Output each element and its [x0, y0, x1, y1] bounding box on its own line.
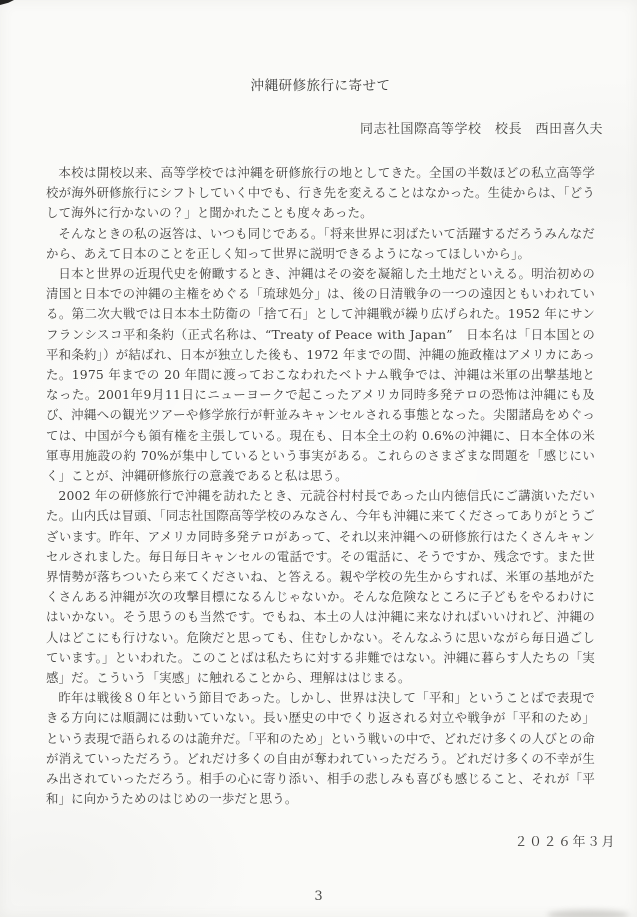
scan-artifact-top-left [0, 0, 14, 5]
author-byline: 同志社国際高等学校 校長 西田喜久夫 [359, 122, 603, 137]
paragraph: 本校は開校以来、高等学校では沖縄を研修旅行の地としてきた。全国の半数ほどの私立高等学校が海外研修旅行にシフトしていく中でも、行き先を変えることはなかった。生徒からは、「どうして海外に行かないの？」と聞かれたことも度々あった。 [46, 165, 595, 221]
scan-artifact-bottom-right [547, 910, 629, 917]
paragraph: 昨年は戦後８０年という節目であった。しかし、世界は決して「平和」ということばで表現できる方向には順調には動いていない。長い歴史の中でくり返される対立や戦争が「平和のため」という表現で語られるのは詭弁だ。「平和のため」という戦いの中で、どれだけ多くの人びとの命が消えていっただろう。どれだけ多くの自由が奪われていっただろう。どれだけ多くの不幸が生み出されていっただろう。相手の心に寄り添い、相手の悲しみも喜びも感じること、それが「平和」に向かうためのはじめの一歩だと思う。 [46, 690, 595, 807]
page-number: 3 [314, 889, 323, 904]
paragraph: そんなときの私の返答は、いつも同じである。「将来世界に羽ばたいて活躍するだろうみんなだから、あえて日本のことを正しく知って世界に説明できるようになってほしいから」。 [46, 225, 595, 261]
paragraph: 2002 年の研修旅行で沖縄を訪れたとき、元読谷村村長であった山内徳信氏にご講演いただいた。山内氏は冒頭、「同志社国際高等学校のみなさん、今年も沖縄に来てくださってありがとうございます。昨年、アメリカ同時多発テロがあって、それ以来沖縄への研修旅行はたくさんキャンセルされました。毎日毎日キャンセルの電話です。その電話に、そうですか、残念です。また世界情勢が落ちついたら来てくださいね、と答える。親や学校の先生からすれば、米軍の基地がたくさんある沖縄が次の攻撃目標になるんじゃないか。そんな危険なところに子どもをやるわけにはいかない。そう思うのも当然です。でもね、本土の人は沖縄に来なければいいけれど、沖縄の人はどこにも行けない。危険だと思っても、住むしかない。そんなふうに思いながら毎日過ごしています。」といわれた。このことばは私たちに対する非難ではない。沖縄に暮らす人たちの「実感」だ。こういう「実感」に触れることから、理解ははじまる。 [46, 488, 595, 686]
page-content [46, 78, 616, 851]
date-line: ２０２６年３月 [514, 834, 616, 850]
paragraph: 日本と世界の近現代史を俯瞰するとき、沖縄はその姿を凝縮した土地だといえる。明治初めの清国と日本での沖縄の主権をめぐる「琉球処分」は、後の日清戦争の一つの遠因ともいわれている。第二次大戦では日本本土防衛の「捨て石」として沖縄戦が繰り広げられた。1952 年にサンフランシスコ平和条約（正式名称は、“Treaty of Peace with Japan” 日本名は「日本国との平和条約」）が結ばれ、日本が独立した後も、1972 年までの間、沖縄の施政権はアメリカにあった。1975 年までの 20 年間に渡っておこなわれたベトナム戦争では、沖縄は米軍の出撃基地となった。2001年9月11日にニューヨークで起こったアメリカ同時多発テロの恐怖は沖縄にも及び、沖縄への観光ツアーや修学旅行が軒並みキャンセルされる事態となった。尖閣諸島をめぐっては、中国が今も領有権を主張している。現在も、日本全土の約 0.6%の沖縄に、日本全体の米軍専用施設の約 70%が集中しているという事実がある。これらのさまざまな問題を「感じにいく」ことが、沖縄研修旅行の意義であると私は思う。 [46, 266, 595, 484]
body-text [46, 163, 595, 810]
page-title: 沖縄研修旅行に寄せて [250, 78, 391, 94]
